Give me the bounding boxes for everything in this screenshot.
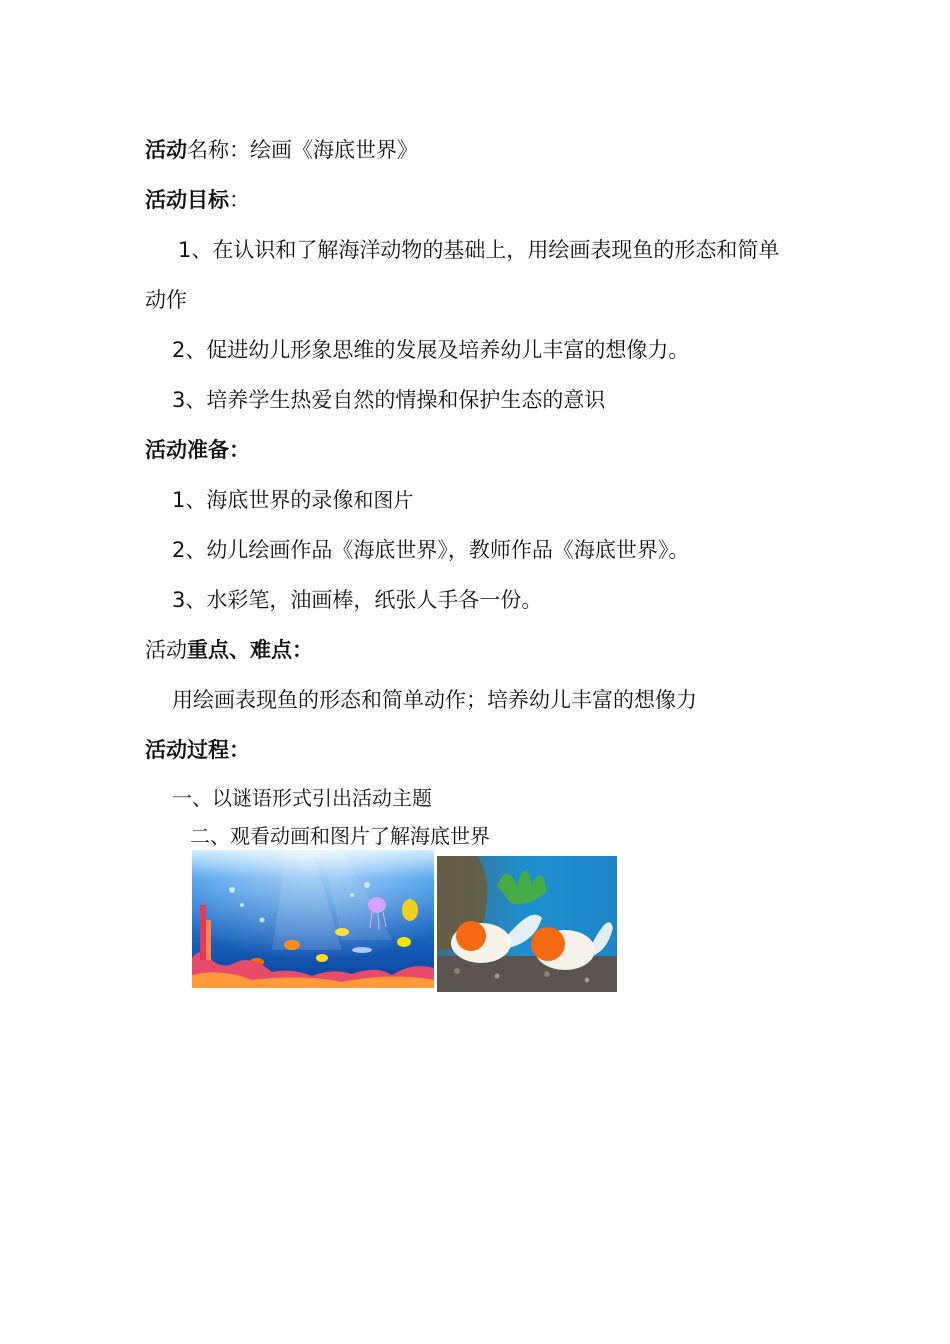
focus-text: 用绘画表现鱼的形态和简单动作；培养幼儿丰富的想像力: [172, 688, 697, 712]
goal-item-1: 1、在认识和了解海洋动物的基础上，用绘画表现鱼的形态和简单: [178, 238, 780, 262]
preparation-item-1: [172, 486, 413, 514]
focus-heading-plain: 活动: [145, 638, 187, 662]
activity-name-label-bold: 活动: [145, 138, 187, 162]
focus-heading: [145, 636, 313, 664]
preparation-item-1-main: 1、海底世界的录像: [172, 488, 354, 512]
goal-item-2: 2、促进幼儿形象思维的发展及培养幼儿丰富的想像力。: [172, 338, 690, 362]
goals-heading: [145, 186, 250, 214]
preparation-heading: 活动准备：: [145, 438, 250, 462]
process-step-2: 二、观看动画和图片了解海底世界: [190, 824, 490, 848]
preparation-item-3: 3、水彩笔，油画棒，纸张人手各一份。: [172, 588, 543, 612]
process-heading: 活动过程：: [145, 738, 250, 762]
goal-item-1-continued: 动作: [145, 288, 187, 312]
preparation-item-1-tail: 和图片: [353, 488, 414, 512]
goals-heading-colon: ：: [229, 188, 250, 212]
goal-item-3: 3、培养学生热爱自然的情操和保护生态的意识: [172, 388, 606, 412]
preparation-item-2: 2、幼儿绘画作品《海底世界》，教师作品《海底世界》。: [172, 538, 690, 562]
process-step-1: 一、以谜语形式引出活动主题: [172, 786, 432, 810]
activity-name-label: 名称：: [187, 138, 250, 162]
activity-name-line: [145, 136, 418, 164]
underwater-scene-image: [192, 850, 434, 988]
goals-heading-bold: 活动目标: [145, 188, 229, 212]
focus-heading-bold: 重点、难点：: [187, 638, 313, 662]
activity-name-value: 绘画《海底世界》: [250, 138, 418, 162]
goldfish-image: [437, 856, 617, 992]
